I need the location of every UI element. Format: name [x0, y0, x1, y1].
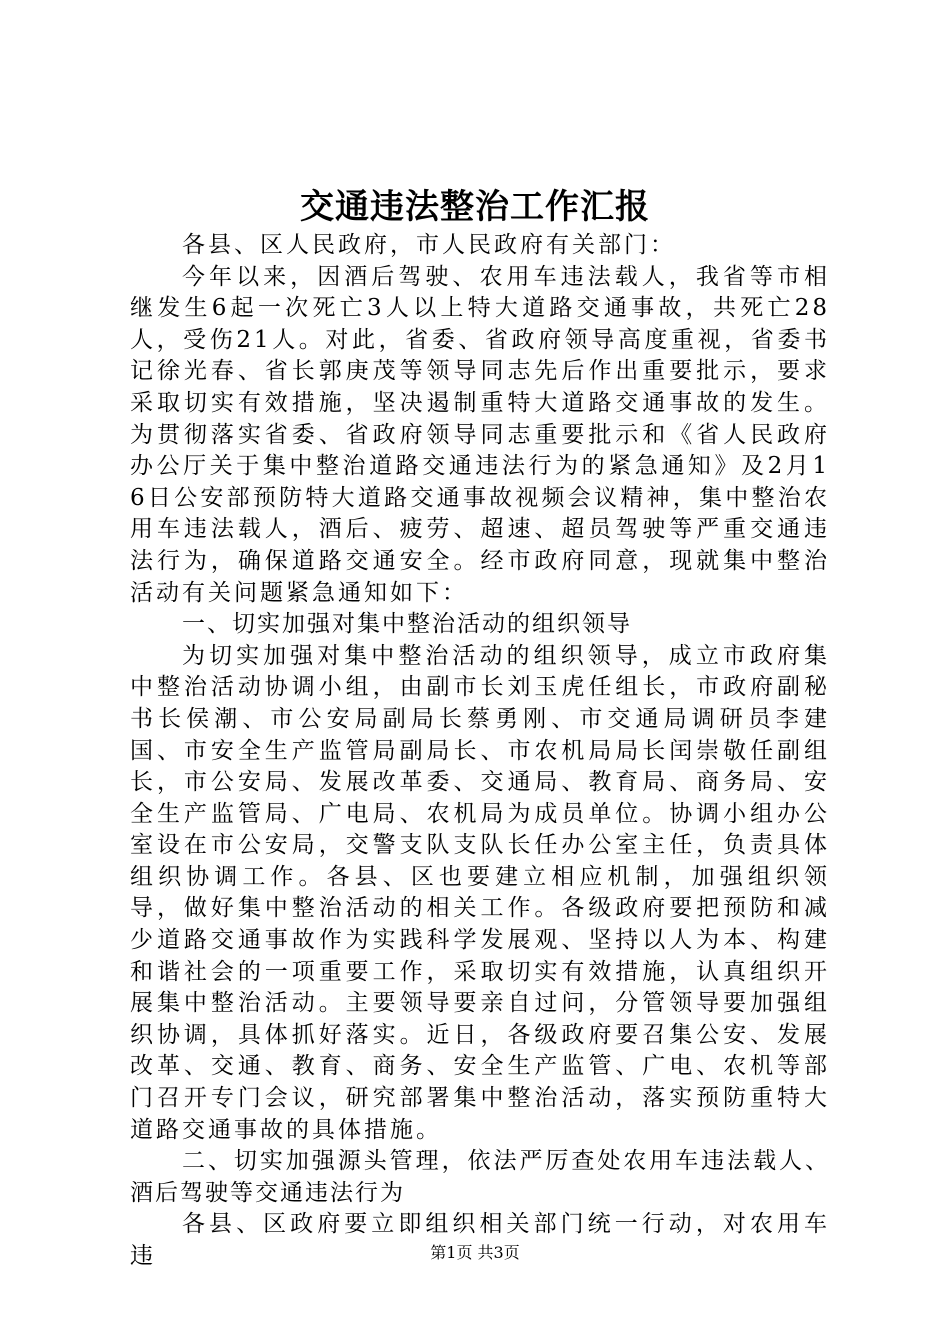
salutation-paragraph: 各县、区人民政府，市人民政府有关部门：: [182, 232, 676, 258]
document-body: [130, 230, 830, 1273]
page-footer: 第1页 共3页: [430, 1243, 520, 1262]
section-2-paragraph: 各县、区政府要立即组织相关部门统一行动，对农用车违: [130, 1211, 830, 1269]
intro-paragraph: 今年以来，因酒后驾驶、农用车违法载人，我省等市相继发生6起一次死亡3人以上特大道路交通事故，共死亡28人，受伤21人。对此，省委、省政府领导高度重视，省委书记徐光春、省长郭庚茂等领导同志先后作出重要批示，要求采取切实有效措施，坚决遏制重特大道路交通事故的发生。为贯彻落实省委、省政府领导同志重要批示和《省人民政府办公厅关于集中整治道路交通违法行为的紧急通知》及2月16日公安部预防特大道路交通事故视频会议精神，集中整治农用车违法载人，酒后、疲劳、超速、超员驾驶等严重交通违法行为，确保道路交通安全。经市政府同意，现就集中整治活动有关问题紧急通知如下：: [130, 263, 830, 606]
section-heading-2: 二、切实加强源头管理，依法严厉查处农用车违法载人、酒后驾驶等交通违法行为: [130, 1148, 830, 1206]
document-title: 交通违法整治工作汇报: [300, 187, 650, 227]
section-1-paragraph: 为切实加强对集中整治活动的组织领导，成立市政府集中整治活动协调小组，由副市长刘玉虎任组长，市政府副秘书长侯潮、市公安局副局长蔡勇刚、市交通局调研员李建国、市安全生产监管局副局长、市农机局局长闰崇敬任副组长，市公安局、发展改革委、交通局、教育局、商务局、安全生产监管局、广电局、农机局为成员单位。协调小组办公室设在市公安局，交警支队支队长任办公室主任，负责具体组织协调工作。各县、区也要建立相应机制，加强组织领导，做好集中整治活动的相关工作。各级政府要把预防和减少道路交通事故作为实践科学发展观、坚持以人为本、构建和谐社会的一项重要工作，采取切实有效措施，认真组织开展集中整治活动。主要领导要亲自过问，分管领导要加强组织协调，具体抓好落实。近日，各级政府要召集公安、发展改革、交通、教育、商务、安全生产监管、广电、农机等部门召开专门会议，研究部署集中整治活动，落实预防重特大道路交通事故的具体措施。: [130, 642, 830, 1143]
section-heading-1: 一、切实加强对集中整治活动的组织领导: [182, 611, 632, 638]
